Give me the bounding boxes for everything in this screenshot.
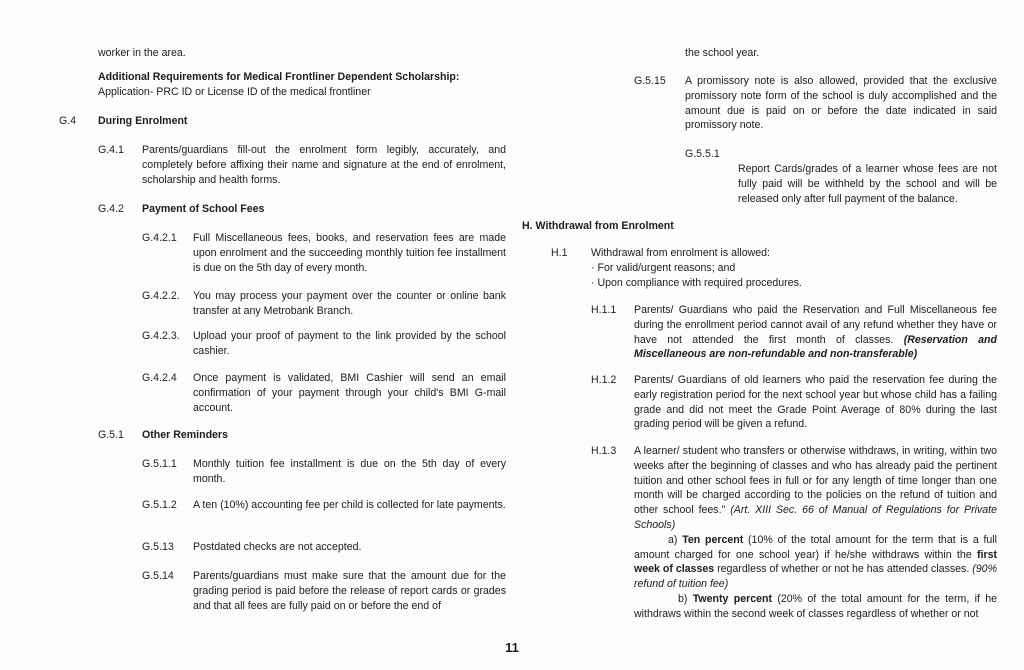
medical-title: Additional Requirements for Medical Frontliner Dependent Scholarship: [98,71,460,83]
h13-a-note: (90% refund of tuition fee) [634,563,997,591]
h1-bullet: · For valid/urgent reasons; and [591,261,736,274]
item-text: Full Miscellaneous fees, books, and reservation fees are made upon enrolment and the succeeding monthly tuition fee installment is due on the 5th day of every month. [193,232,506,274]
h13-item-b [634,592,997,622]
item-number: G.5.1.2 [142,499,177,511]
h13-a-text: (10% of the total amount for the term that is a full amount charged for one school year) if he/she withdraws within the [634,533,998,561]
h13-item-a [634,533,997,592]
item-text: Parents/guardians must make sure that the amount due for the grading period is paid before the release of report cards or grades and that all fees are fully paid on or before the end of [193,570,506,612]
medical-requirements [98,70,506,100]
item-text: Parents/guardians fill-out the enrolment form legibly, accurately, and completely before affixing their name and signature at the end of enrolment, scholarship and health forms. [142,144,506,186]
section-title: During Enrolment [98,115,188,127]
item-number: G.4.2.1 [142,232,177,244]
item-number: H.1 [551,247,568,259]
h13-b-prefix: b) [678,592,688,605]
h1-bullet: · Upon compliance with required procedures. [591,276,802,289]
medical-body: Application- PRC ID or License ID of the medical frontliner [98,85,371,98]
item-text: Report Cards/grades of a learner whose fees are not fully paid will be withheld by the school and will be released only after full payment of the balance. [738,163,997,205]
item-number: G.5.14 [142,570,174,582]
item-text: A ten (10%) accounting fee per child is collected for late payments. [193,499,506,511]
h13-citation: (Art. XIII Sec. 66 of Manual of Regulations for Private Schools) [634,504,998,531]
subsection-title: Other Reminders [142,429,228,441]
item-number: G.4.1 [98,144,124,156]
item-number: G.4.2 [98,203,124,215]
section-title: H. Withdrawal from Enrolment [522,220,674,232]
h13-b-bold: Twenty percent [692,592,773,605]
item-text: Postdated checks are not accepted. [193,541,362,553]
item-text: Upload your proof of payment to the link provided by the school cashier. [193,330,506,357]
item-number: G.4.2.3. [142,330,180,342]
item-number: G.4.2.4 [142,372,177,384]
h13-b-text: (20% of the total amount for the term, if he withdraws within the second week of classes regardless of whether or not [634,592,997,620]
item-text: You may process your payment over the counter or online bank transfer at any Metrobank Branch. [193,290,506,317]
subsection-title: Payment of School Fees [142,203,265,215]
section-number: G.4 [59,115,77,127]
item-number: G.5.5.1 [685,148,720,160]
h13-a-text2: regardless of whether or not he has attended classes. [717,563,970,576]
intro-line: worker in the area. [98,47,186,59]
continued-line: the school year. [685,47,760,59]
h13-a-prefix: a) [668,533,678,546]
item-number: G.5.1.1 [142,458,177,470]
item-number: G.5.13 [142,541,174,553]
item-number: H.1.1 [591,304,617,316]
item-text [634,303,997,362]
h13-a-bold2: first week of classes [634,548,997,576]
item-text: A promissory note is also allowed, provided that the exclusive promissory note form of the school is duly accomplished and the amount due is paid on or before the date indicated in said promissory note. [685,75,997,132]
item-number: H.1.2 [591,374,617,386]
item-number: H.1.3 [591,445,617,457]
item-text: Once payment is validated, BMI Cashier will send an email confirmation of your payment through your child's BMI G-mail account. [193,372,506,414]
item-text: Monthly tuition fee installment is due on the 5th day of every month. [193,458,506,485]
item-number: G.4.2.2. [142,290,180,302]
item-text: Parents/ Guardians of old learners who paid the reservation fee during the early registration period for the next school year but whose child has a failing grade and did not meet the Grade Point Average of 80% during the last grading period will be given a refund. [634,374,997,431]
h1-line: Withdrawal from enrolment is allowed: [591,247,770,259]
h11-emphasis: (Reservation and Miscellaneous are non-refundable and non-transferable) [634,333,997,361]
item-text [634,444,997,622]
h13-text: A learner/ student who transfers or otherwise withdraws, in writing, within two weeks after the beginning of classes and who has already paid the pertinent tuition and other school fees in full or for any length of time longer than one month will be charged according to the policies on the refund of tuition and other school fees." [634,445,997,517]
item-number: G.5.15 [634,75,666,87]
h13-a-bold: Ten percent [682,533,744,546]
page-number: 11 [505,640,519,655]
h1-text [591,246,997,290]
h11-text: Parents/ Guardians who paid the Reservation and Full Miscellaneous fee during the enrollment period cannot avail of any refund whether they have or have not attended the first month of classes. [634,304,997,346]
item-number: G.5.1 [98,429,124,441]
